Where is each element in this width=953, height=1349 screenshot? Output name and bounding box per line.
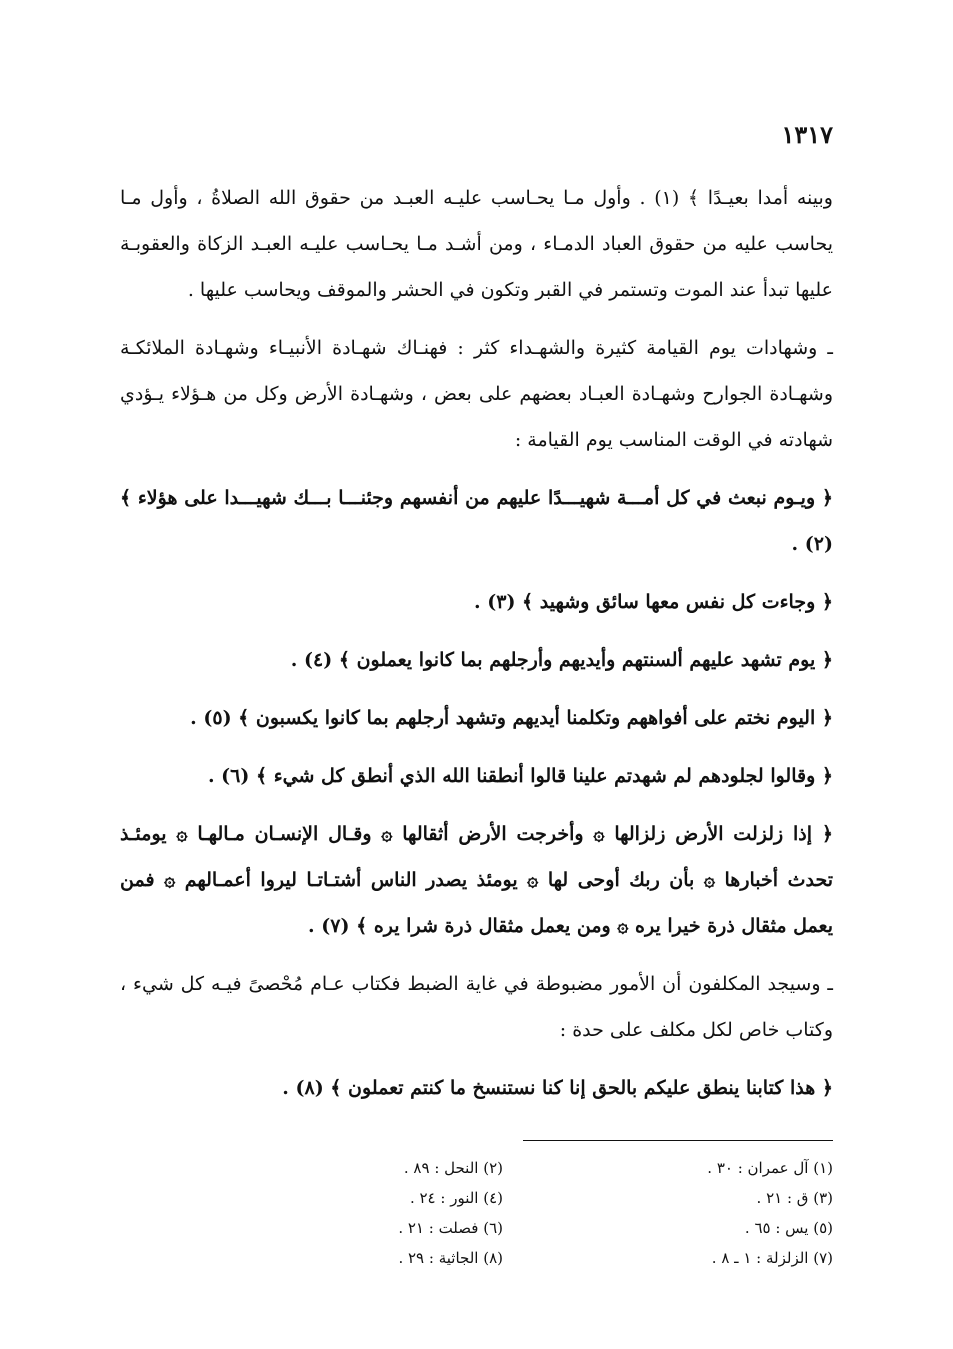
paragraph: ـ وشهادات يوم القيامة كثيرة والشهـداء كثر : فهنـاك شهـادة الأنبيـاء وشهـادة الملائكـة وشهـادة الجوارح وشهـادة العبـاد بعضهم على بعض ، وشهـادة الأرض وكل من هـؤلاء يـؤدي شهادته في الوقت المناسب يوم القيامة : <box>120 337 833 451</box>
quran-verse: ﴿ إذا زلزلت الأرض زلزالها ۞ وأخرجت الأرض أثقالها ۞ وقـال الإنسـان مـالهـا ۞ يومئـذ تحدث أخبارها ۞ بأن ربك أوحى لها ۞ يومئذ يصدر الناس أشتـاتـا ليروا أعمـالهم ۞ فمن يعمل مثقال ذرة خيرا يره ۞ ومن يعمل مثقال ذرة شرا يره ﴾ (٧) . <box>120 823 833 937</box>
footnote: (٧) الزلزلة : ١ ـ ٨ . <box>711 1249 833 1267</box>
quran-verse: ﴿ وجاءت كل نفس معها سائق وشهيد ﴾ (٣) . <box>473 591 833 613</box>
quran-verse: ﴿ هذا كتابنا ينطق عليكم بالحق إنا كنا نستنسخ ما كنتم تعملون ﴾ (٨) . <box>282 1077 833 1099</box>
footnote: (٦) فصلت : ٢١ . <box>398 1219 503 1237</box>
paragraph: ـ وسيجد المكلفون أن الأمور مضبوطة في غاية الضبط فكتاب عـام مُحْصىً فيـه كل شيء ، وكتاب خاص لكل مكلف على حدة : <box>120 973 833 1041</box>
footnote: (٢) النحل : ٨٩ . <box>403 1159 503 1177</box>
footnote: (٣) ق : ٢١ . <box>756 1189 833 1207</box>
quran-verse: ﴿ ويـوم نبعث في كل أمـــة شهيـــدًا عليهم من أنفسهم وجئنـــا بـــك شهيـــدا على هؤلاء ﴾ (٢) . <box>120 487 833 555</box>
footnotes <box>313 1153 833 1273</box>
page-number: ١٣١٧ <box>781 120 833 149</box>
quran-verse: ﴿ وقالوا لجلودهم لم شهدتم علينا قالوا أنطقنا الله الذي أنطق كل شيء ﴾ (٦) . <box>207 765 833 787</box>
quran-verse: ﴿ اليوم نختم على أفواههم وتكلمنا أيديهم وتشهد أرجلهم بما كانوا يكسبون ﴾ (٥) . <box>190 707 833 729</box>
footnote: (٨) الجاثية : ٢٩ . <box>398 1249 503 1267</box>
footnote: (٤) النور : ٢٤ . <box>409 1189 503 1207</box>
paragraph: وبينه أمدا بعيـدًا ﴾ (١) . وأول مـا يحـاسب عليـه العبـد من حقوق الله الصلاةُ ، وأول مـا يحاسب عليه من حقوق العباد الدمـاء ، ومن أشـد مـا يحـاسب عليـه العبـد الزكاة والعقوبـة عليها تبدأ عند الموت وتستمر في القبر وتكون في الحشر والموقف ويحاسب عليها . <box>120 187 833 301</box>
footnote-divider <box>523 1140 833 1141</box>
footnote: (٥) يس : ٦٥ . <box>744 1219 833 1237</box>
main-text <box>120 175 833 1123</box>
footnote: (١) آل عمران : ٣٠ . <box>707 1159 833 1177</box>
quran-verse: ﴿ يوم تشهد عليهم ألسنتهم وأيديهم وأرجلهم بما كانوا يعملون ﴾ (٤) . <box>290 649 833 671</box>
